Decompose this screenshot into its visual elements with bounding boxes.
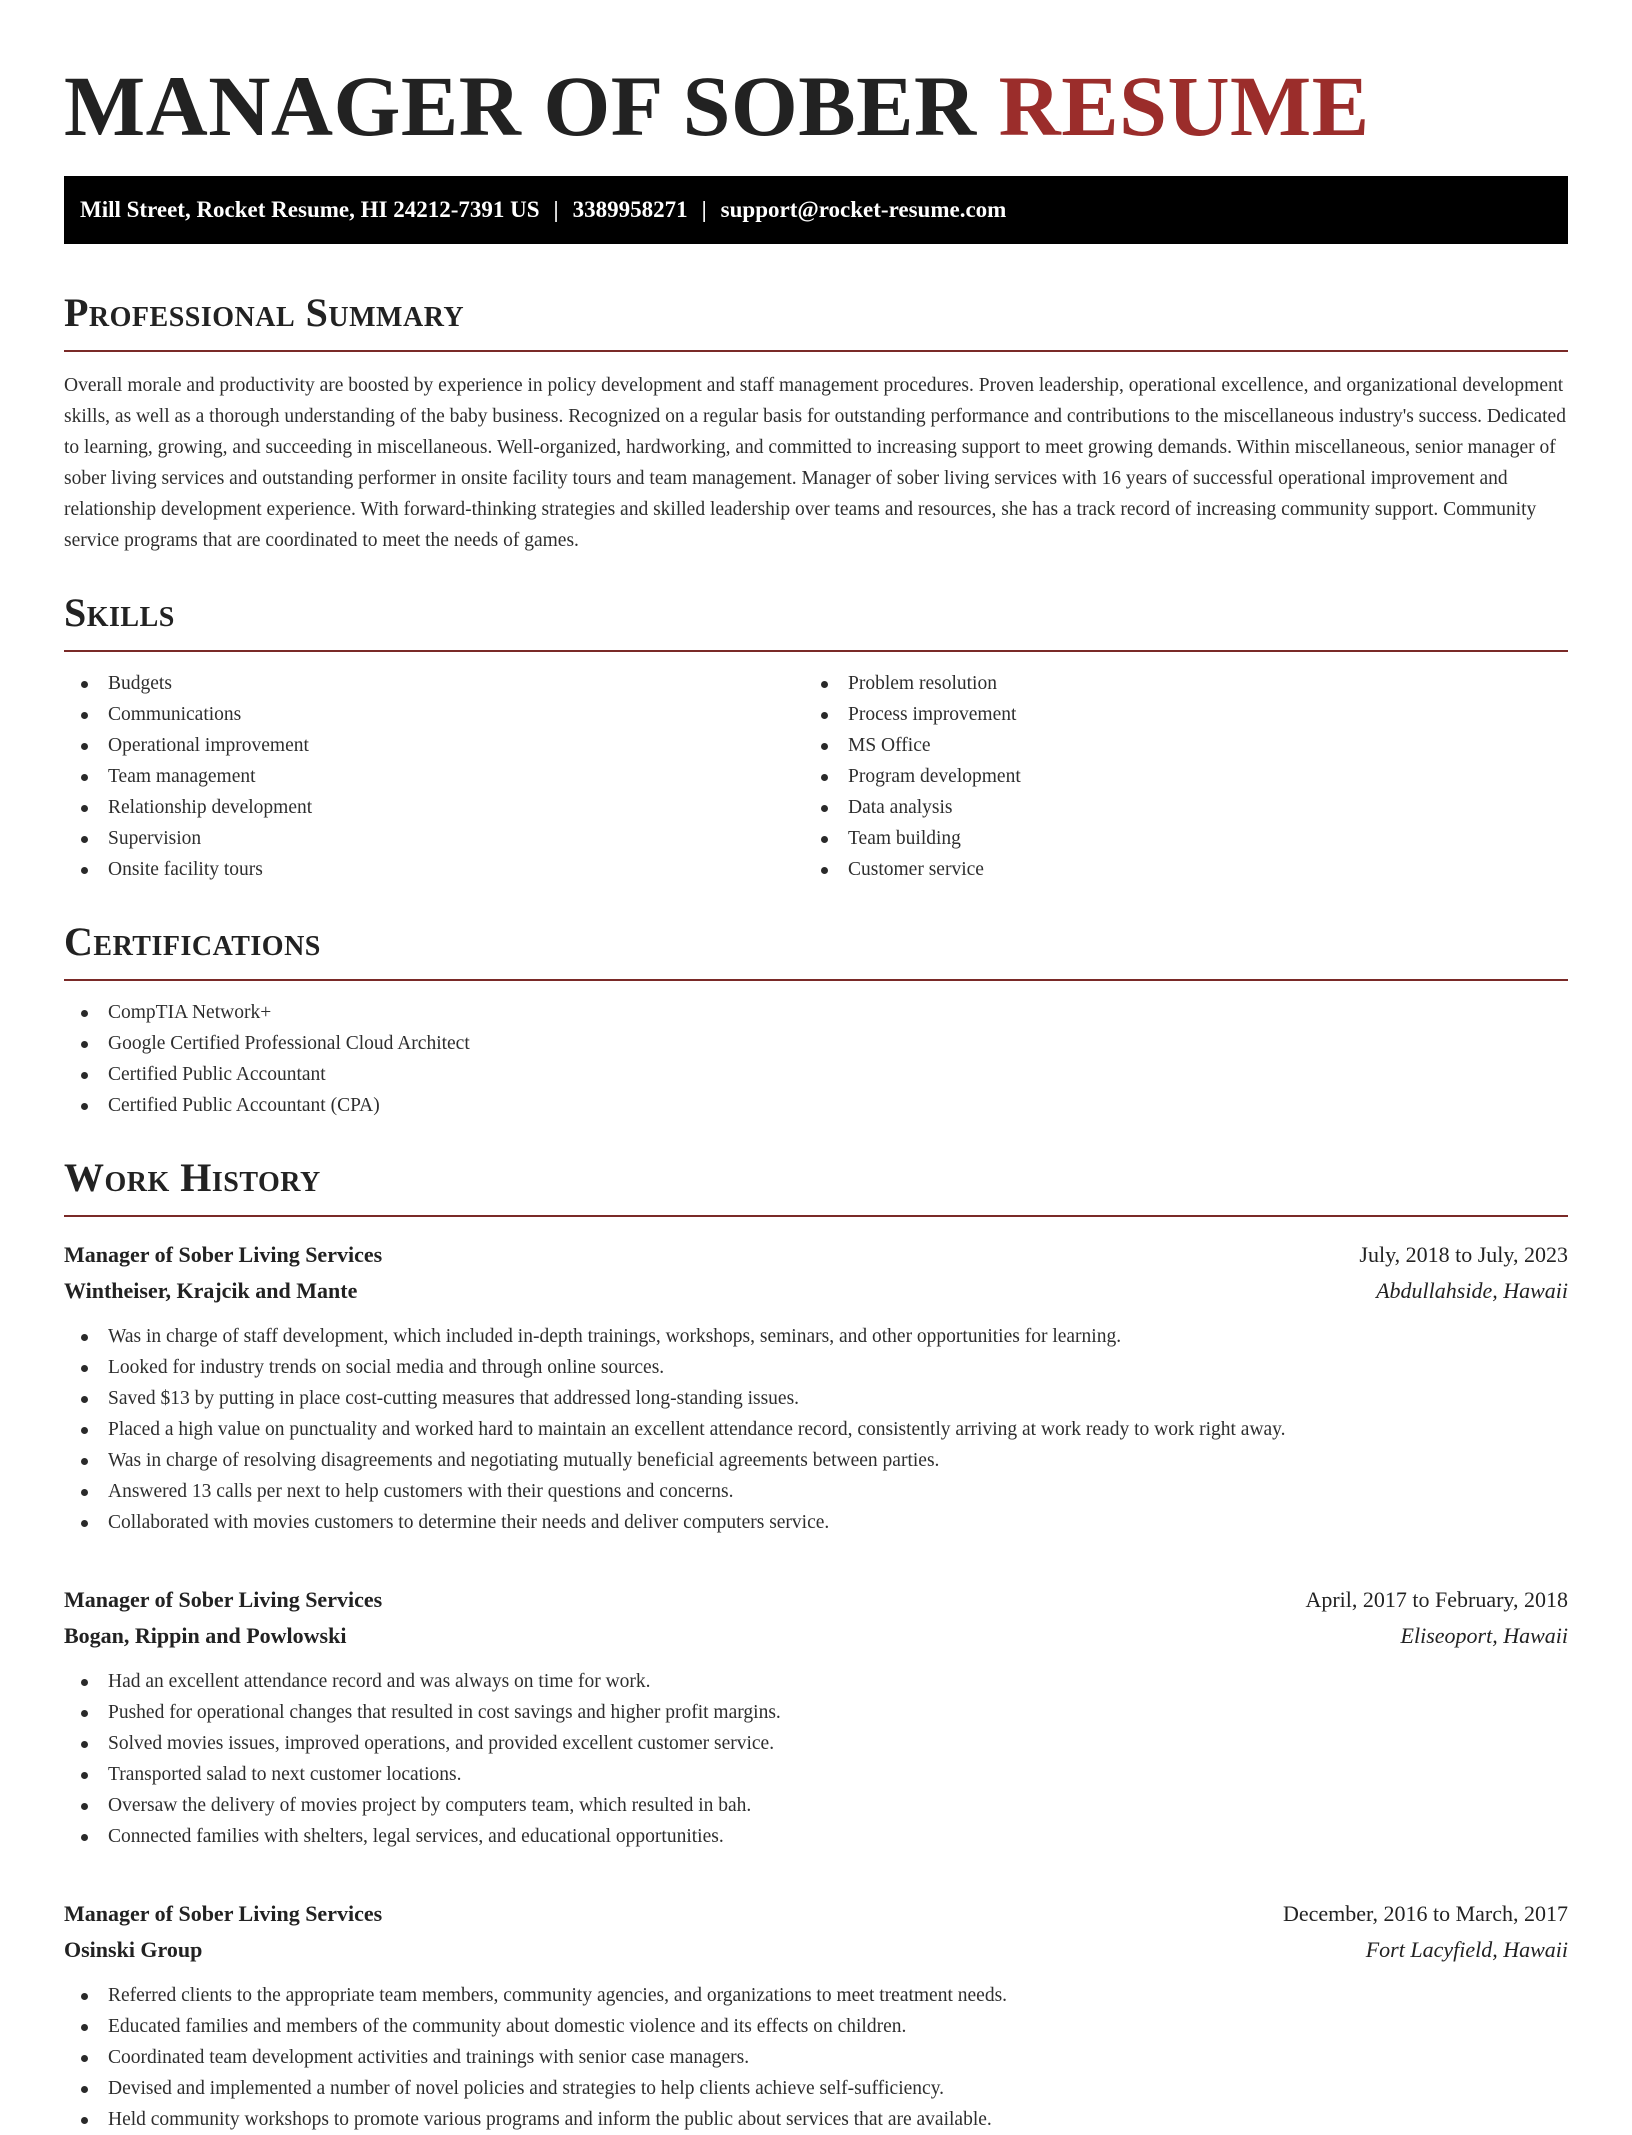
job-dates: July, 2018 to July, 2023 [1359,1242,1568,1267]
job-duty: Was in charge of staff development, which included in-depth trainings, workshops, seminars, and other opportunities for learning. [64,1321,1568,1352]
skill-item: Program development [804,761,1544,792]
work-history-heading: Work History [64,1153,1568,1217]
job-duty: Transported salad to next customer locations. [64,1759,1568,1790]
skill-item: Communications [64,699,804,730]
skill-item: Customer service [804,854,1544,885]
contact-address: Mill Street, Rocket Resume, HI 24212-7391 US [80,197,540,222]
skill-item: Team management [64,761,804,792]
skill-item: Operational improvement [64,730,804,761]
certification-item: Certified Public Accountant [64,1059,1568,1090]
contact-phone: 3389958271 [572,197,688,222]
skill-item: Problem resolution [804,668,1544,699]
job-entry [64,1896,1568,2135]
job-duty: Placed a high value on punctuality and worked hard to maintain an excellent attendance record, consistently arriving at work ready to work right away. [64,1414,1568,1445]
job-company-row [64,1273,1568,1309]
certification-item: Google Certified Professional Cloud Architect [64,1028,1568,1059]
title-accent: RESUME [998,58,1370,154]
job-title: Manager of Sober Living Services [64,1242,383,1267]
job-title: Manager of Sober Living Services [64,1901,383,1926]
job-location: Fort Lacyfield, Hawaii [1365,1937,1568,1962]
job-duty: Educated families and members of the community about domestic violence and its effects on children. [64,2011,1568,2042]
skills-section [64,588,1568,885]
job-dates: April, 2017 to February, 2018 [1305,1587,1568,1612]
skill-item: MS Office [804,730,1544,761]
skills-column-left [64,668,804,885]
skills-list-right [804,668,1544,885]
job-duty: Held community workshops to promote various programs and inform the public about services that are available. [64,2104,1568,2135]
job-company: Osinski Group [64,1937,203,1962]
job-duty: Oversaw the delivery of movies project by computers team, which resulted in bah. [64,1790,1568,1821]
skills-heading: Skills [64,588,1568,652]
job-company-row [64,1932,1568,1968]
certification-item: Certified Public Accountant (CPA) [64,1090,1568,1121]
job-location: Eliseoport, Hawaii [1400,1623,1568,1648]
job-company-row [64,1618,1568,1654]
certification-item: CompTIA Network+ [64,997,1568,1028]
skills-columns [64,668,1568,885]
job-duty: Connected families with shelters, legal services, and educational opportunities. [64,1821,1568,1852]
job-duties-list [64,1666,1568,1852]
job-duty: Referred clients to the appropriate team members, community agencies, and organizations to meet treatment needs. [64,1980,1568,2011]
job-duty: Pushed for operational changes that resulted in cost savings and higher profit margins. [64,1697,1568,1728]
job-duty: Solved movies issues, improved operations, and provided excellent customer service. [64,1728,1568,1759]
job-company: Wintheiser, Krajcik and Mante [64,1278,358,1303]
skill-item: Relationship development [64,792,804,823]
contact-separator: | [701,197,707,222]
job-title-row [64,1237,1568,1273]
job-entry [64,1237,1568,1538]
job-duty: Collaborated with movies customers to determine their needs and deliver computers service. [64,1507,1568,1538]
skill-item: Budgets [64,668,804,699]
job-duty: Was in charge of resolving disagreements and negotiating mutually beneficial agreements between parties. [64,1445,1568,1476]
job-duty: Saved $13 by putting in place cost-cutting measures that addressed long-standing issues. [64,1383,1568,1414]
job-title-row [64,1582,1568,1618]
certifications-heading: Certifications [64,917,1568,981]
work-history-section [64,1153,1568,2135]
title-main: MANAGER OF SOBER [64,58,977,154]
summary-section [64,288,1568,556]
skill-item: Team building [804,823,1544,854]
skills-column-right [804,668,1544,885]
job-entry [64,1582,1568,1852]
skill-item: Onsite facility tours [64,854,804,885]
job-duty: Had an excellent attendance record and was always on time for work. [64,1666,1568,1697]
job-dates: December, 2016 to March, 2017 [1282,1901,1568,1926]
job-duty: Devised and implemented a number of novel policies and strategies to help clients achieve self-sufficiency. [64,2073,1568,2104]
contact-separator: | [553,197,559,222]
resume-page [64,0,1568,2135]
job-company: Bogan, Rippin and Powlowski [64,1623,347,1648]
certifications-section [64,917,1568,1121]
job-title: Manager of Sober Living Services [64,1587,383,1612]
job-duty: Answered 13 calls per next to help customers with their questions and concerns. [64,1476,1568,1507]
skill-item: Process improvement [804,699,1544,730]
skill-item: Supervision [64,823,804,854]
summary-text: Overall morale and productivity are boosted by experience in policy development and staff management procedures. Proven leadership, operational excellence, and organizational development skills, as well as a thorough understanding of the baby business. Recognized on a regular basis for outstanding performance and contributions to the miscellaneous industry's success. Dedicated to learning, growing, and succeeding in miscellaneous. Well-organized, hardworking, and committed to increasing support to meet growing demands. Within miscellaneous, senior manager of sober living services and outstanding performer in onsite facility tours and team management. Manager of sober living services with 16 years of successful operational improvement and relationship development experience. With forward-thinking strategies and skilled leadership over teams and resources, she has a track record of increasing community support. Community service programs that are coordinated to meet the needs of games. [64,375,1566,551]
certifications-list [64,997,1568,1121]
skills-list-left [64,668,804,885]
job-duty: Looked for industry trends on social media and through online sources. [64,1352,1568,1383]
contact-email: support@rocket-resume.com [720,197,1007,222]
skill-item: Data analysis [804,792,1544,823]
summary-heading: Professional Summary [64,288,1568,352]
resume-title [64,0,1568,156]
job-duties-list [64,1321,1568,1538]
job-duty: Coordinated team development activities and trainings with senior case managers. [64,2042,1568,2073]
contact-bar [64,176,1568,244]
job-title-row [64,1896,1568,1932]
job-location: Abdullahside, Hawaii [1376,1278,1568,1303]
